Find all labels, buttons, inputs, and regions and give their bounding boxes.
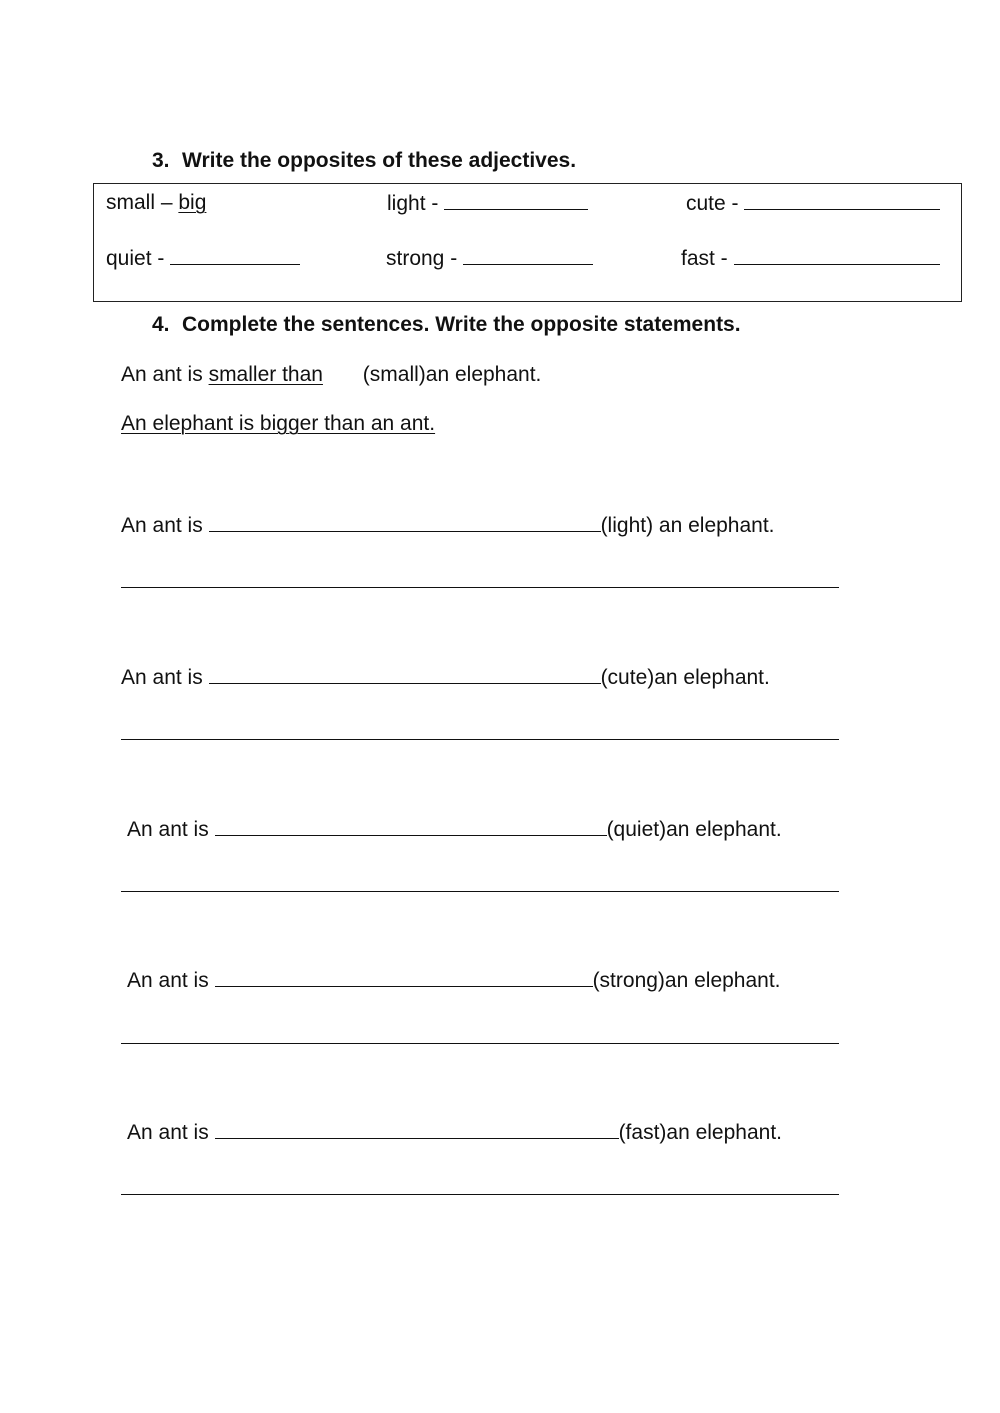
sentence-prefix: An ant is [127,969,209,992]
sentence-fast [127,1120,782,1145]
opposite-answer-line[interactable] [121,891,839,892]
sentence-prefix: An ant is [127,818,209,841]
example-word: small – [106,191,173,214]
opposite-answer-line[interactable] [121,1043,839,1044]
adjective-item-light [387,191,588,216]
sentence-blank[interactable] [209,665,601,684]
sentence-light [121,513,775,538]
section-3-heading [152,149,576,173]
section-4-number: 4. [152,313,170,336]
adjective-label: strong - [386,247,458,270]
sentence-cue: (fast)an elephant. [618,1121,782,1144]
section-4-heading [152,313,741,337]
sentence-prefix: An ant is [127,1121,209,1144]
answer-blank[interactable] [744,191,940,210]
example-opposite-sentence: An elephant is bigger than an ant. [121,412,436,435]
adjective-label: fast - [681,247,728,270]
sentence-cute [121,665,770,690]
section-4-title: Complete the sentences. Write the opposite statements. [182,313,741,336]
example-sentence-answer: smaller than [208,363,323,386]
sentence-blank[interactable] [209,513,601,532]
sentence-strong [127,968,781,993]
answer-blank[interactable] [463,246,593,265]
adjective-item-fast [681,246,940,271]
example-pair [106,191,206,215]
sentence-cue: (small)an elephant. [362,363,542,386]
opposite-answer-line[interactable] [121,1194,839,1195]
sentence-prefix: An ant is [121,666,203,689]
sentence-prefix: An ant is [121,363,203,386]
sentence-quiet [127,817,782,842]
example-sentence [121,363,541,387]
opposite-answer-line[interactable] [121,739,839,740]
section-3-number: 3. [152,149,170,172]
opposite-answer-line[interactable] [121,587,839,588]
sentence-blank[interactable] [215,968,593,987]
adjective-item-quiet [106,246,300,271]
adjective-item-cute [686,191,940,216]
sentence-cue: (cute)an elephant. [600,666,770,689]
sentence-cue: (quiet)an elephant. [606,818,782,841]
adjective-item-strong [386,246,593,271]
answer-blank[interactable] [734,246,940,265]
section-3-title: Write the opposites of these adjectives. [182,149,577,172]
answer-blank[interactable] [170,246,300,265]
sentence-cue: (light) an elephant. [600,514,775,537]
sentence-prefix: An ant is [121,514,203,537]
sentence-cue: (strong)an elephant. [592,969,781,992]
example-answer: big [178,191,207,214]
sentence-blank[interactable] [215,1120,619,1139]
adjective-label: quiet - [106,247,165,270]
adjective-label: cute - [686,192,739,215]
answer-blank[interactable] [444,191,588,210]
sentence-blank[interactable] [215,817,607,836]
adjective-label: light - [387,192,439,215]
